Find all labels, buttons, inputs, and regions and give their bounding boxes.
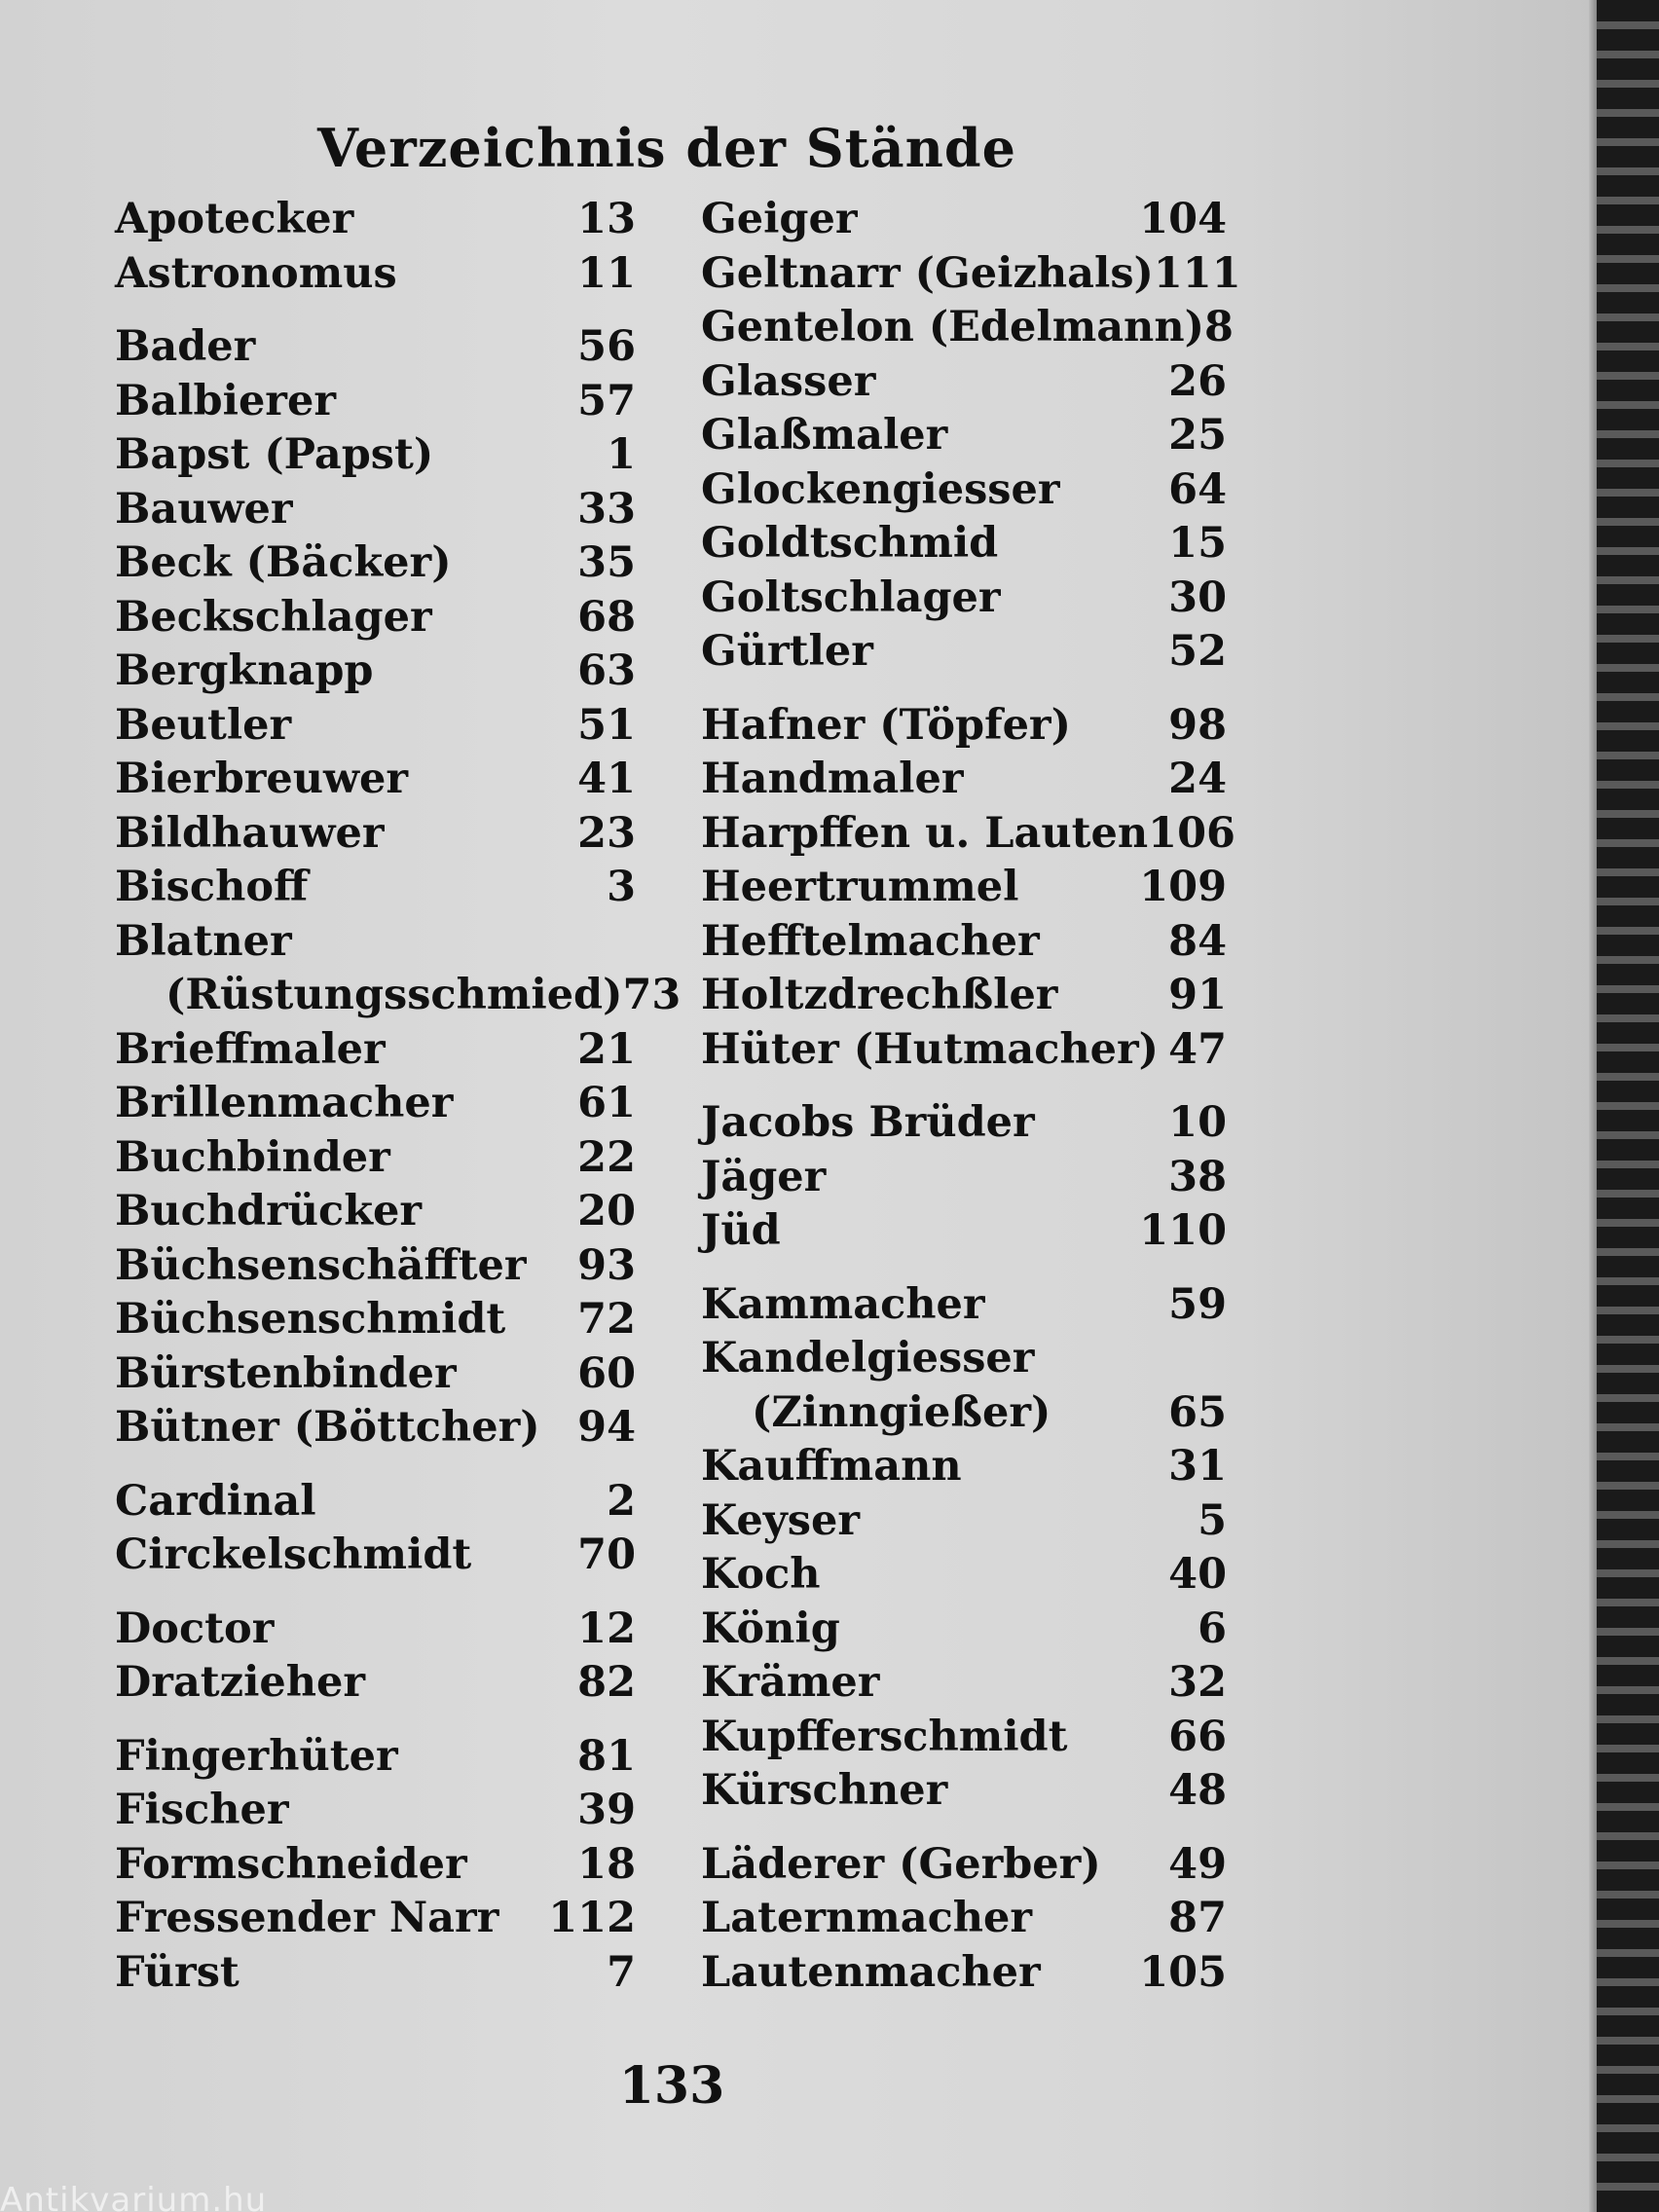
index-entry [701,409,1227,463]
entry-page-number: 23 [577,808,636,858]
index-entry [115,807,636,862]
entry-name: Bader [115,322,256,371]
entry-page-number: 40 [1168,1550,1227,1599]
index-entry [701,1151,1227,1205]
entry-page-number: 65 [1168,1387,1227,1437]
entry-page-number: 8 [1203,303,1234,351]
index-entry [701,1096,1227,1151]
entry-page-number: 12 [577,1604,636,1653]
entry-page-number: 21 [577,1024,636,1074]
index-entry [701,969,1227,1023]
index-entry [701,1278,1227,1333]
entry-page-number: 20 [577,1187,636,1235]
index-entry [115,591,636,645]
entry-name: Bapst (Papst) [115,430,434,479]
index-entry [115,1293,636,1347]
entry-name: Keyser [701,1495,860,1545]
entry-page-number: 93 [577,1240,636,1290]
index-entry [115,247,636,302]
entry-page-number: 82 [577,1658,636,1707]
entry-name: Circkelschmidt [115,1530,472,1579]
right-index-column [701,193,1241,2000]
index-entry [701,1386,1227,1441]
entry-name: Krämer [701,1658,880,1707]
index-entry [115,1730,636,1785]
entry-page-number: 13 [577,195,636,243]
entry-name: Gentelon (Edelmann) [701,303,1204,351]
entry-name: Bierbreuwer [115,755,409,803]
page-number: 133 [618,2056,725,2116]
entry-name: Büchsenschmidt [115,1295,506,1344]
index-entry [115,375,636,429]
index-entry [701,1204,1227,1259]
entry-name: Cardinal [115,1476,316,1526]
entry-page-number: 32 [1168,1658,1227,1707]
index-entry [115,1023,636,1078]
entry-name: Fressender Narr [115,1894,499,1942]
entry-page-number: 52 [1168,627,1227,676]
index-entry [115,536,636,591]
entry-page-number: 66 [1168,1712,1227,1761]
entry-page-number: 111 [1153,248,1241,298]
index-entry [115,1838,636,1893]
entry-name: Holtzdrechßler [701,971,1058,1019]
entry-page-number: 38 [1168,1152,1227,1201]
index-entry [115,1784,636,1838]
index-entry [115,915,636,970]
entry-name: König [701,1604,840,1653]
index-entry [701,1764,1227,1819]
entry-name: Bürstenbinder [115,1348,457,1398]
entry-name: Buchdrücker [115,1187,423,1235]
entry-page-number: 22 [577,1132,636,1182]
index-entry [701,807,1235,862]
entry-page-number: 49 [1168,1839,1227,1889]
index-entry [115,320,636,375]
book-spine [1597,0,1659,2212]
entry-page-number: 57 [577,376,636,425]
entry-name: Goltschlager [701,572,1001,622]
entry-page-number: 47 [1168,1024,1227,1074]
entry-name: Läderer (Gerber) [701,1839,1101,1889]
entry-page-number: 31 [1168,1442,1227,1491]
entry-page-number: 91 [1168,971,1227,1019]
entry-page-number: 70 [577,1530,636,1579]
entry-page-number: 73 [622,971,682,1019]
index-entry [115,1946,636,2001]
entry-page-number: 39 [577,1786,636,1834]
entry-name: Beck (Bäcker) [115,538,452,587]
index-entry [701,1946,1227,2001]
entry-name: Doctor [115,1604,275,1653]
entry-name: Laternmacher [701,1894,1033,1942]
entry-name: Hafner (Töpfer) [701,700,1071,750]
entry-name: Blatner [115,916,292,966]
index-entry [701,1332,1227,1386]
page-title: Verzeichnis der Stände [316,117,1017,179]
index-entry [115,1239,636,1294]
index-entry [115,969,682,1023]
entry-page-number: 26 [1168,356,1227,406]
index-entry [701,1440,1227,1494]
entry-page-number: 6 [1198,1604,1227,1653]
index-entry [701,1838,1227,1893]
entry-name: Hüter (Hutmacher) [701,1024,1159,1074]
entry-name: Geltnarr (Geizhals) [701,248,1154,298]
entry-name: Buchbinder [115,1132,390,1182]
index-entry [115,1529,636,1583]
entry-name: Fischer [115,1786,289,1834]
entry-name: Bildhauwer [115,808,385,858]
entry-page-number: 3 [607,863,636,911]
entry-name: Lautenmacher [701,1947,1041,1997]
index-entry [701,1548,1227,1603]
entry-page-number: 18 [577,1839,636,1889]
index-entry [701,517,1227,571]
entry-page-number: 25 [1168,411,1227,460]
entry-page-number: 63 [577,646,636,695]
index-entry [115,193,636,247]
index-entry [115,1131,636,1186]
entry-page-number: 56 [577,322,636,371]
index-entry [701,193,1227,247]
index-entry [115,645,636,699]
entry-page-number: 81 [577,1731,636,1781]
entry-name: Büchsenschäffter [115,1240,527,1290]
entry-name: Fürst [115,1947,240,1997]
index-entry [701,699,1227,754]
entry-page-number: 106 [1148,808,1235,858]
entry-name: Kupfferschmidt [701,1712,1068,1761]
entry-page-number: 72 [577,1295,636,1344]
index-entry [115,1347,636,1402]
entry-page-number: 87 [1168,1894,1227,1942]
entry-name: Heertrummel [701,863,1019,911]
entry-name: Bauwer [115,484,293,534]
index-entry [115,483,636,537]
entry-name: Fingerhüter [115,1731,398,1781]
entry-name: (Rüstungsschmied) [166,971,623,1019]
entry-name: Harpffen u. Lauten [701,808,1149,858]
index-entry [115,1475,636,1530]
entry-page-number: 30 [1168,572,1227,622]
index-entry [701,1603,1227,1657]
entry-name: Brillenmacher [115,1079,454,1127]
entry-name: Jacobs Brüder [701,1098,1035,1147]
entry-page-number: 64 [1168,464,1227,514]
entry-name: Jäger [701,1152,827,1201]
index-entry [701,463,1227,518]
entry-page-number: 61 [577,1079,636,1127]
entry-page-number: 10 [1168,1098,1227,1147]
entry-name: Glaßmaler [701,411,948,460]
index-entry [115,753,636,807]
entry-page-number: 60 [577,1348,636,1398]
index-entry [115,1401,636,1456]
entry-name: Kauffmann [701,1442,962,1491]
entry-name: Astronomus [115,248,397,298]
entry-name: (Zinngießer) [752,1387,1051,1437]
index-entry [701,1711,1227,1765]
entry-page-number: 1 [607,430,636,479]
index-entry [701,355,1227,410]
entry-name: Bütner (Böttcher) [115,1403,540,1452]
entry-name: Dratzieher [115,1658,366,1707]
entry-page-number: 33 [577,484,636,534]
entry-page-number: 94 [577,1403,636,1452]
entry-name: Formschneider [115,1839,467,1889]
entry-name: Gürtler [701,627,873,676]
entry-name: Bergknapp [115,646,374,695]
entry-name: Glockengiesser [701,464,1060,514]
index-entry [115,1185,636,1239]
entry-name: Brieffmaler [115,1024,386,1074]
entry-name: Kammacher [701,1279,985,1329]
entry-page-number: 84 [1168,916,1227,966]
entry-page-number: 2 [607,1476,636,1526]
index-entry [701,625,1227,680]
entry-page-number: 11 [577,248,636,298]
index-entry [115,428,636,483]
index-entry [701,1892,1227,1946]
index-entry [115,861,636,915]
left-index-column [115,193,682,2000]
index-entry [115,1656,636,1711]
entry-name: Kandelgiesser [701,1334,1035,1382]
entry-name: Geiger [701,195,858,243]
entry-page-number: 15 [1168,519,1227,568]
entry-page-number: 51 [577,700,636,750]
entry-name: Kürschner [701,1766,948,1815]
entry-page-number: 68 [577,592,636,642]
index-entry [115,1892,636,1946]
index-entry [701,1494,1227,1549]
index-entry [701,1023,1227,1078]
index-entry [701,915,1227,970]
entry-page-number: 110 [1139,1206,1227,1255]
entry-name: Goldtschmid [701,519,999,568]
index-entry [701,1656,1227,1711]
entry-page-number: 105 [1139,1947,1227,1997]
entry-name: Bischoff [115,863,309,911]
index-entry [701,247,1241,302]
entry-page-number: 104 [1139,195,1227,243]
entry-page-number: 5 [1198,1495,1227,1545]
entry-page-number: 24 [1168,755,1227,803]
index-entry [115,1077,636,1131]
entry-name: Apotecker [115,195,354,243]
index-entry [701,301,1234,355]
entry-page-number: 59 [1168,1279,1227,1329]
entry-page-number: 109 [1139,863,1227,911]
entry-name: Jüd [701,1206,781,1255]
index-entry [115,1603,636,1657]
entry-name: Handmaler [701,755,964,803]
entry-name: Hefftelmacher [701,916,1040,966]
entry-name: Beckschlager [115,592,432,642]
entry-name: Beutler [115,700,292,750]
index-entry [701,861,1227,915]
entry-page-number: 98 [1168,700,1227,750]
entry-page-number: 35 [577,538,636,587]
entry-name: Koch [701,1550,821,1599]
index-entry [701,753,1227,807]
index-entry [701,571,1227,626]
index-entry [115,699,636,754]
entry-name: Balbierer [115,376,336,425]
entry-page-number: 41 [577,755,636,803]
entry-page-number: 48 [1168,1766,1227,1815]
entry-page-number: 112 [548,1894,636,1942]
entry-page-number: 7 [607,1947,636,1997]
watermark: Antikvarium.hu [0,2181,268,2212]
entry-name: Glasser [701,356,876,406]
